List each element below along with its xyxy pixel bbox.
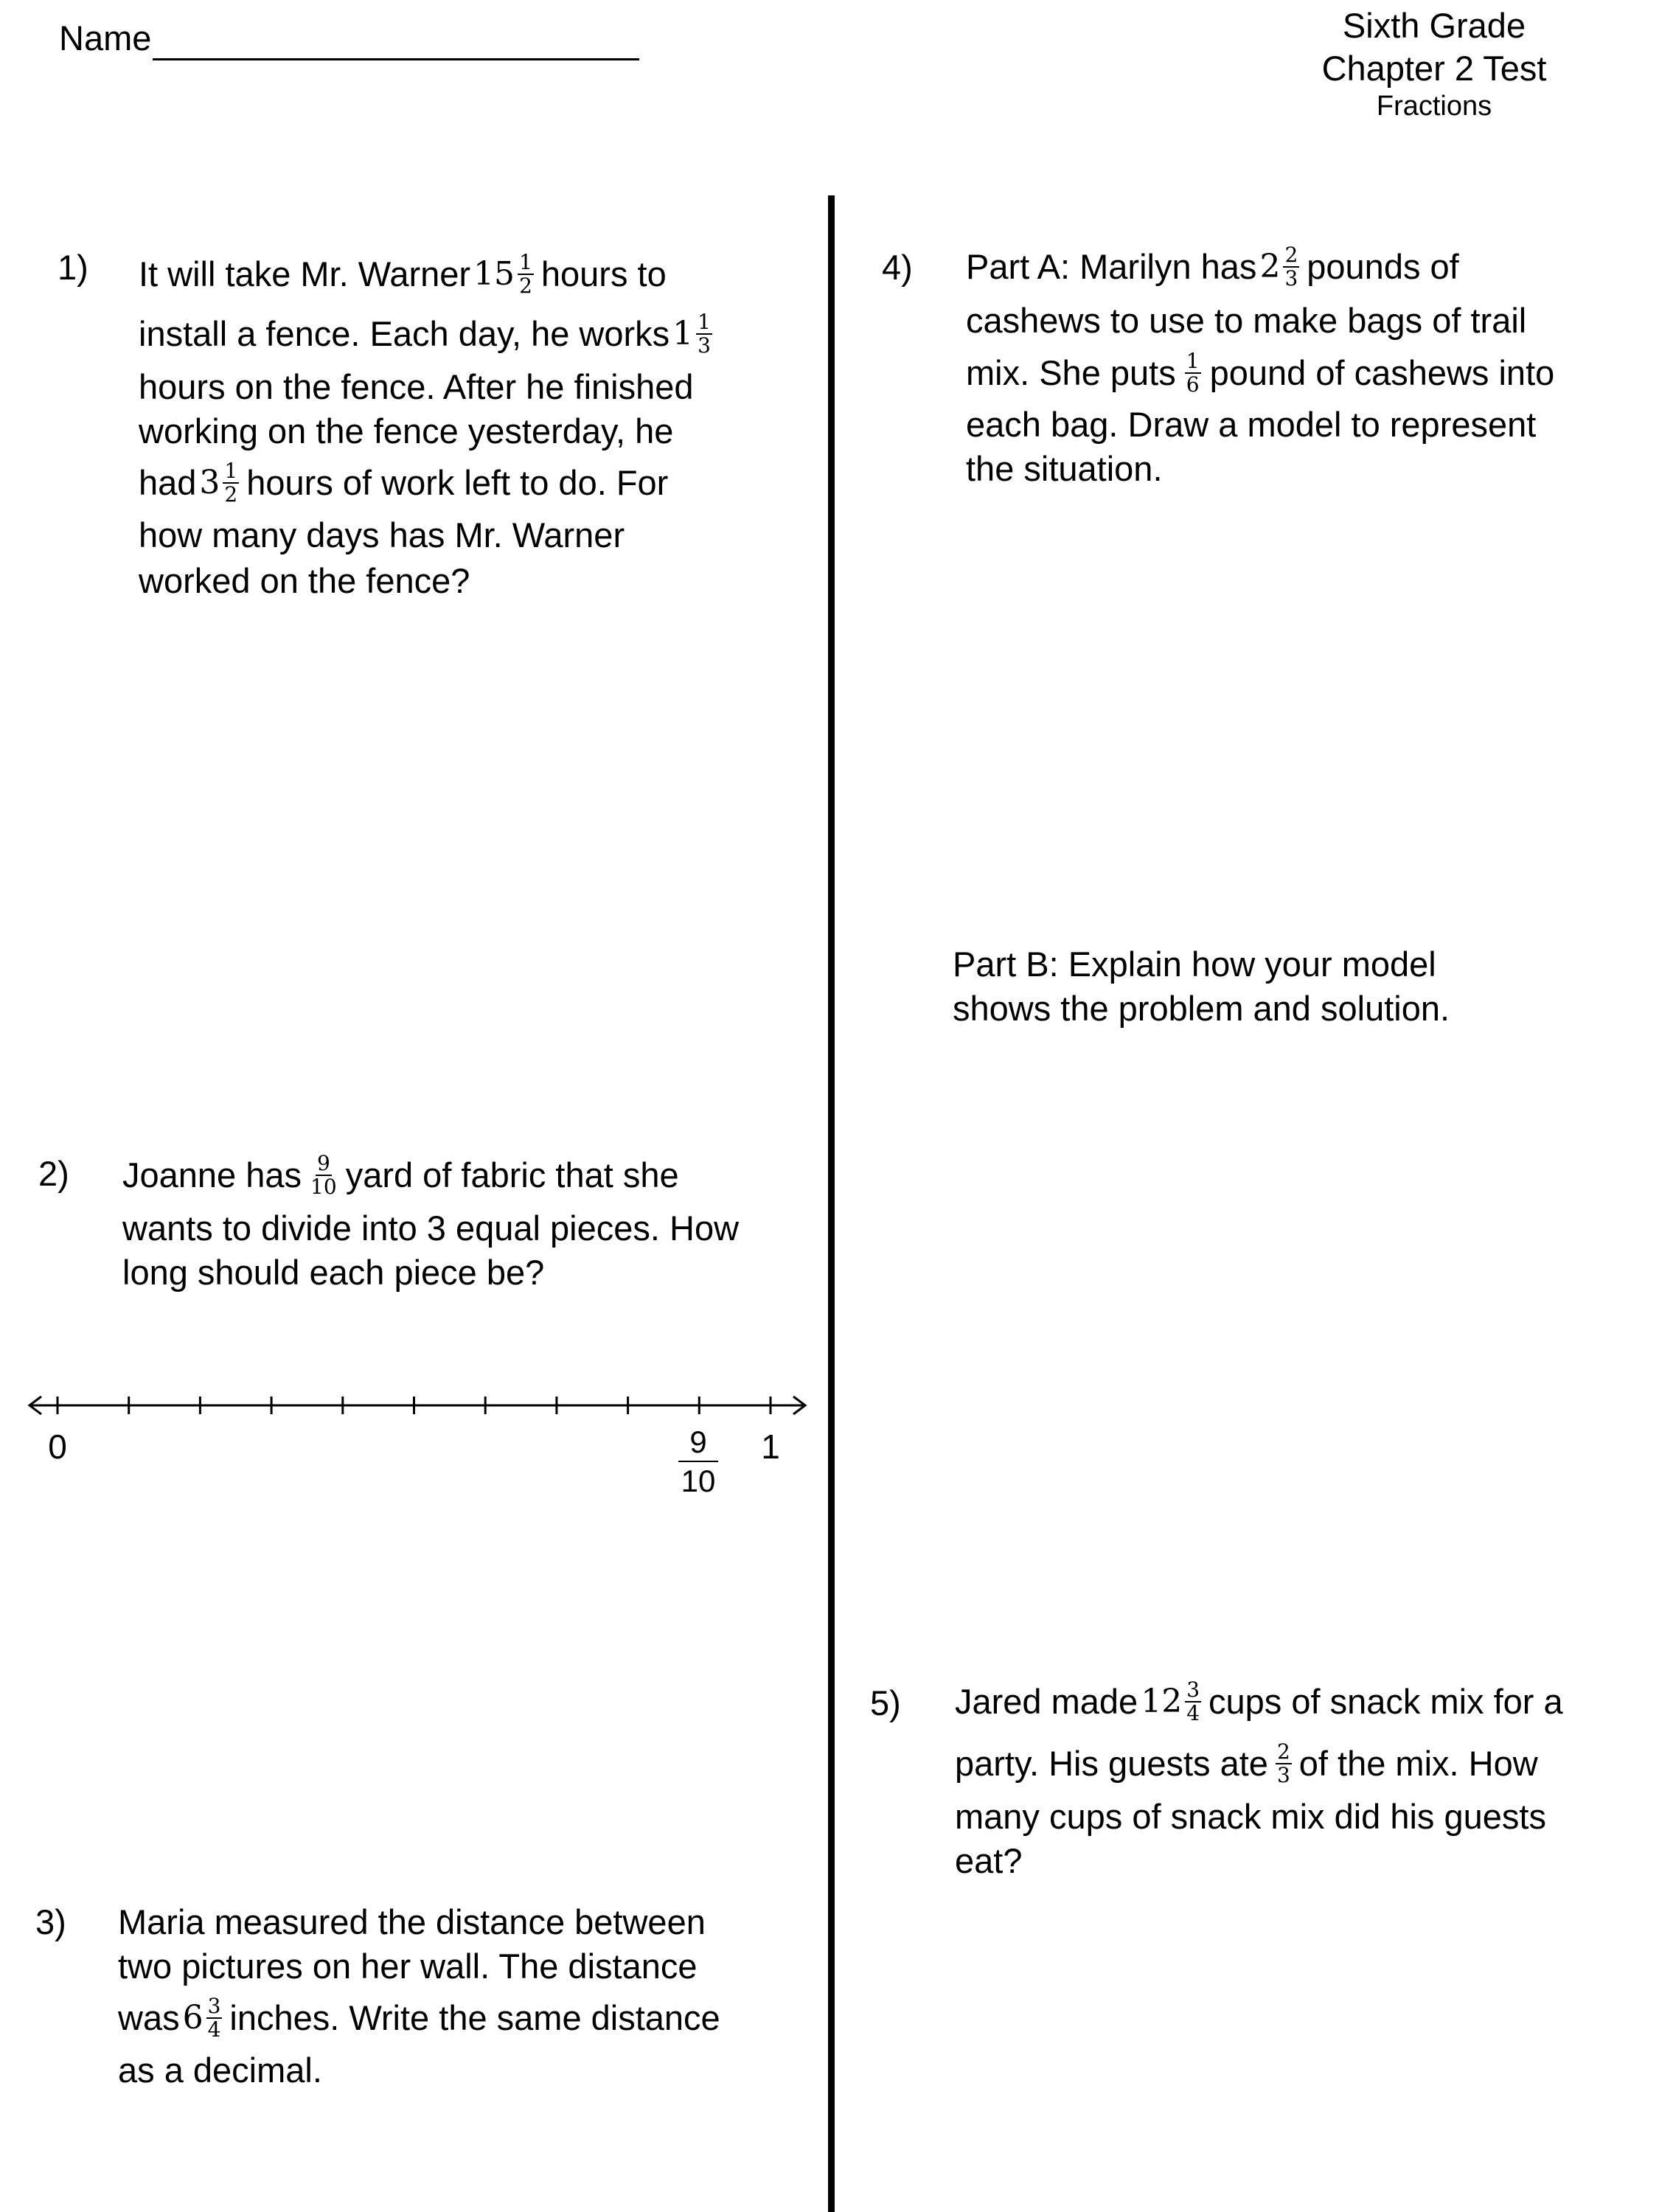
- number-line-mark-denominator: 10: [681, 1464, 716, 1498]
- mixed-number-12-3-4: 12 $\frac{3}{4}$: [1141, 1677, 1200, 1725]
- name-field[interactable]: [59, 16, 639, 60]
- topic-label: Fractions: [1376, 91, 1492, 122]
- question-4-text: Part A: Marilyn has 2 $\frac{2}{3}$ pounds of cashews to use to make bags of trail mix. She puts $\frac{1}{6}$ pound of cashews into each bag. Draw a model to represent the situation.: [966, 243, 1555, 488]
- mixed-number-1-1-3: 1 $\frac{1}{3}$: [672, 310, 711, 358]
- fraction-2-3: $\frac{2}{3}$: [1276, 1739, 1290, 1787]
- name-blank-line[interactable]: [153, 26, 639, 60]
- question-2-text: Joanne has $\frac{9}{10}$ yard of fabric that she wants to divide into 3 equal pieces. How long should each piece be?: [122, 1151, 740, 1292]
- number-line: [15, 1379, 826, 1512]
- number-line-mark-numerator: 9: [689, 1425, 707, 1459]
- fraction-1-6: $\frac{1}{6}$: [1186, 349, 1200, 397]
- mixed-number-6-3-4: 6 $\frac{3}{4}$: [182, 1994, 221, 2042]
- question-2-number: 2): [38, 1154, 69, 1193]
- question-1-text: It will take Mr. Warner 15 $\frac{1}{2}$ hours to install a fence. Each day, he works 1 $\frac{1}{3}$ hours on the fence. After he finished working on the fence yesterday, he had 3 $\frac{1}{2}$ hours of work left to do. For how many days has Mr. Warner worked on the fence?: [139, 246, 802, 604]
- mixed-number-2-2-3: 2 $\frac{2}{3}$: [1259, 243, 1298, 291]
- number-line-label-0: 0: [48, 1427, 67, 1466]
- mixed-number-3-1-2: 3 $\frac{1}{2}$: [199, 459, 238, 507]
- name-label: Name: [59, 18, 152, 58]
- test-header: [1268, 4, 1600, 122]
- question-5-number: 5): [870, 1683, 901, 1722]
- grade-label: Sixth Grade: [1342, 6, 1526, 45]
- question-3-text: Maria measured the distance between two pictures on her wall. The distance was 6 $\frac{3}{4}$ inches. Write the same distance as a decimal.: [118, 1902, 720, 2090]
- column-divider: [828, 195, 835, 2212]
- question-4-number: 4): [882, 248, 913, 287]
- fraction-9-10: $\frac{9}{10}$: [310, 1151, 337, 1199]
- number-line-label-1: 1: [761, 1427, 780, 1466]
- mixed-number-15-1-2: 15 $\frac{1}{2}$: [473, 250, 532, 298]
- test-title: Chapter 2 Test: [1321, 49, 1547, 88]
- question-1-number: 1): [58, 248, 88, 287]
- question-3-number: 3): [35, 1902, 66, 1941]
- question-5-text: Jared made 12 $\frac{3}{4}$ cups of snack mix for a party. His guests ate $\frac{2}{3}$ of the mix. How many cups of snack mix did his guests eat?: [955, 1677, 1563, 1880]
- question-4-part-b: Part B: Explain how your model shows the problem and solution.: [953, 945, 1450, 1028]
